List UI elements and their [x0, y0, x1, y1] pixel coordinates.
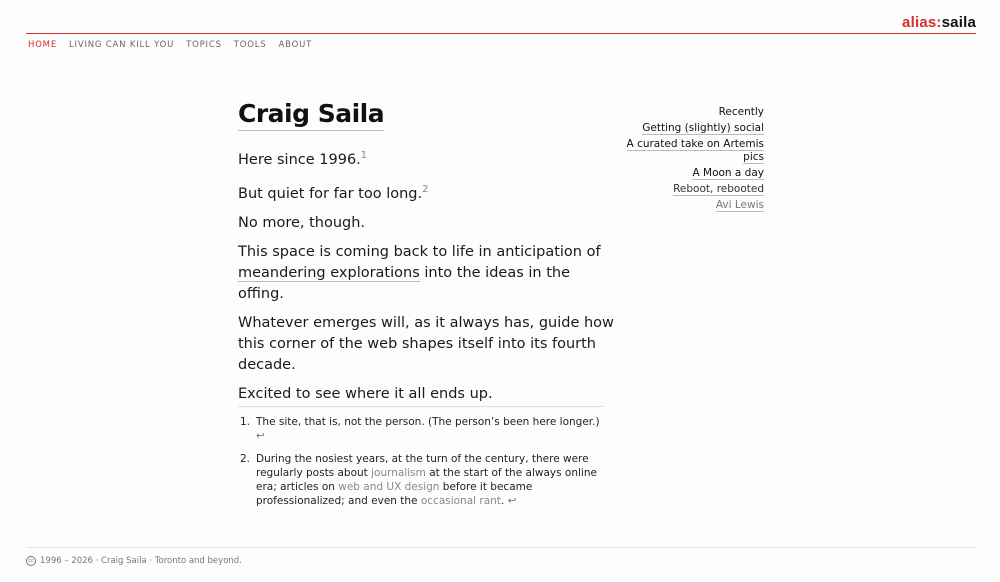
footer-text: 1996 – 2026 · Craig Saila · Toronto and beyond. [40, 556, 242, 566]
recent-item-label[interactable]: Reboot, rebooted [673, 183, 764, 195]
recently-sidebar [604, 105, 764, 215]
logo-saila: saila [941, 14, 976, 31]
paragraph-4 [238, 242, 618, 305]
main-content [238, 98, 618, 413]
paragraph-2-text: But quiet for far too long. [238, 185, 423, 202]
nav-home[interactable]: HOME [28, 40, 57, 50]
paragraph-4-post: into the ideas in the offing. [238, 264, 571, 302]
footnote-1-back-icon[interactable]: ↩ [256, 430, 265, 442]
footnote-1-body [256, 415, 604, 443]
recent-item-label[interactable]: Avi Lewis [715, 199, 764, 211]
footnotes [238, 406, 604, 517]
footnote-2-body [256, 452, 604, 508]
page-title: Craig Saila [238, 98, 384, 131]
recent-item-avi-lewis[interactable] [604, 199, 764, 212]
paragraph-2 [238, 179, 618, 205]
footnote-1-text: The site, that is, not the person. (The person’s been here longer.) [256, 416, 600, 428]
meandering-explorations-link[interactable]: meandering explorations [238, 264, 420, 281]
footnote-ref-2[interactable]: 2 [422, 183, 429, 195]
site-footer [26, 556, 242, 566]
footnote-2-text-b: at the start of the always online era; articles on [256, 467, 597, 493]
paragraph-1-text: Here since 1996. [238, 151, 361, 168]
logo-alias: alias [902, 14, 937, 31]
logo-colon: : [936, 14, 942, 31]
creative-commons-icon[interactable]: cc [26, 556, 36, 566]
paragraph-6: Excited to see where it all ends up. [238, 385, 493, 402]
recent-item-moon-a-day[interactable] [604, 167, 764, 180]
footnote-2-number: 2. [240, 453, 251, 465]
recent-item-getting-social[interactable] [604, 122, 764, 135]
nav-tools[interactable]: TOOLS [233, 40, 267, 50]
web-ux-design-link[interactable]: web and UX design [338, 481, 440, 493]
paragraph-3: No more, though. [238, 214, 366, 231]
paragraph-4-pre: This space is coming back to life in anticipation of [238, 243, 601, 260]
main-nav [28, 40, 312, 50]
paragraph-1 [238, 145, 618, 171]
recent-item-label[interactable]: A Moon a day [692, 167, 764, 179]
site-logo[interactable] [902, 14, 976, 31]
recent-item-reboot[interactable] [604, 183, 764, 196]
footnote-2-text-a: During the nosiest years, at the turn of the century, there were regularly posts about [256, 453, 589, 479]
recent-item-artemis-pics[interactable] [604, 138, 764, 164]
footer-rule [26, 547, 976, 548]
header-rule [26, 33, 976, 34]
footnote-2-text-d: . [500, 495, 505, 507]
recent-item-label[interactable]: A curated take on Artemis pics [626, 138, 764, 163]
recently-heading: Recently [718, 106, 764, 118]
footnote-1 [238, 415, 604, 443]
journalism-link[interactable]: journalism [371, 467, 426, 479]
occasional-rant-link[interactable]: occasional rant [420, 495, 501, 507]
paragraph-5: Whatever emerges will, as it always has, guide how this corner of the web shapes itself into its fourth decade. [238, 314, 614, 373]
footnote-1-number: 1. [240, 416, 251, 428]
footnote-2-back-icon[interactable]: ↩ [507, 495, 517, 507]
recent-item-label[interactable]: Getting (slightly) social [642, 122, 764, 134]
nav-about[interactable]: ABOUT [278, 40, 313, 50]
nav-topics[interactable]: TOPICS [186, 40, 222, 50]
footnote-2-text-c: before it became professionalized; and even the [256, 481, 533, 507]
nav-living-can-kill-you[interactable]: LIVING CAN KILL YOU [69, 40, 175, 50]
footnote-2 [238, 452, 604, 508]
footnote-ref-1[interactable]: 1 [360, 150, 368, 161]
